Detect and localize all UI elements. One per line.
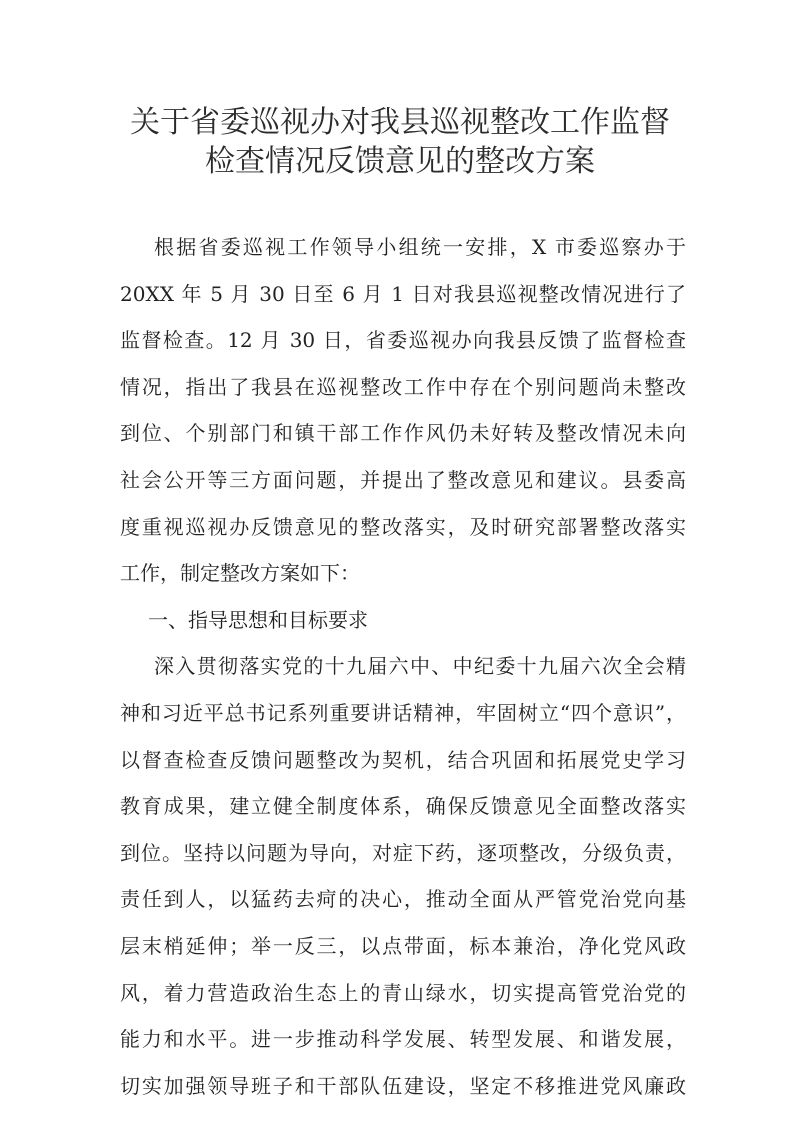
paragraph-1-line: 社会公开等三方面问题，并提出了整改意见和建议。县委高 [120,467,686,492]
paragraph-1-line: 监督检查。12 月 30 日，省委巡视办向我县反馈了监督检查 [120,328,686,353]
paragraph-1-line: 到位、个别部门和镇干部工作作风仍未好转及整改情况未向 [120,421,686,446]
paragraph-2-line: 深入贯彻落实党的十九届六中、中纪委十九届六次全会精 [154,654,686,679]
paragraph-2-line: 神和习近平总书记系列重要讲话精神，牢固树立“四个意识”， [120,700,686,725]
paragraph-2-line: 责任到人，以猛药去疴的决心，推动全面从严管党治党向基 [120,887,686,912]
paragraph-2-line: 层末梢延伸；举一反三，以点带面，标本兼治，净化党风政 [120,933,686,958]
paragraph-1-line: 20XX 年 5 月 30 日至 6 月 1 日对我县巡视整改情况进行了 [120,281,686,306]
paragraph-2-line: 教育成果，建立健全制度体系，确保反馈意见全面整改落实 [120,794,686,819]
document-body [120,224,686,1109]
document-title-line-1: 关于省委巡视办对我县巡视整改工作监督 [130,105,670,140]
paragraph-1-line: 情况，指出了我县在巡视整改工作中存在个别问题尚未整改 [120,374,686,399]
paragraph-2-line: 以督查检查反馈问题整改为契机，结合巩固和拓展党史学习 [120,747,686,772]
document-title-line-2: 检查情况反馈意见的整改方案 [205,144,595,179]
paragraph-2-line: 能力和水平。进一步推动科学发展、转型发展、和谐发展， [120,1027,686,1052]
section-heading: 一、指导思想和目标要求 [148,607,368,632]
paragraph-2-line: 到位。坚持以问题为导向，对症下药，逐项整改，分级负责， [120,840,686,865]
paragraph-2-line: 风，着力营造政治生态上的青山绿水，切实提高管党治党的 [120,980,686,1005]
paragraph-2-line: 切实加强领导班子和干部队伍建设，坚定不移推进党风廉政 [120,1073,686,1098]
paragraph-1-line: 根据省委巡视工作领导小组统一安排，X 市委巡察办于 [154,235,686,259]
paragraph-1-line: 度重视巡视办反馈意见的整改落实，及时研究部署整改落实 [120,514,686,539]
paragraph-1-line: 工作，制定整改方案如下： [120,561,360,586]
